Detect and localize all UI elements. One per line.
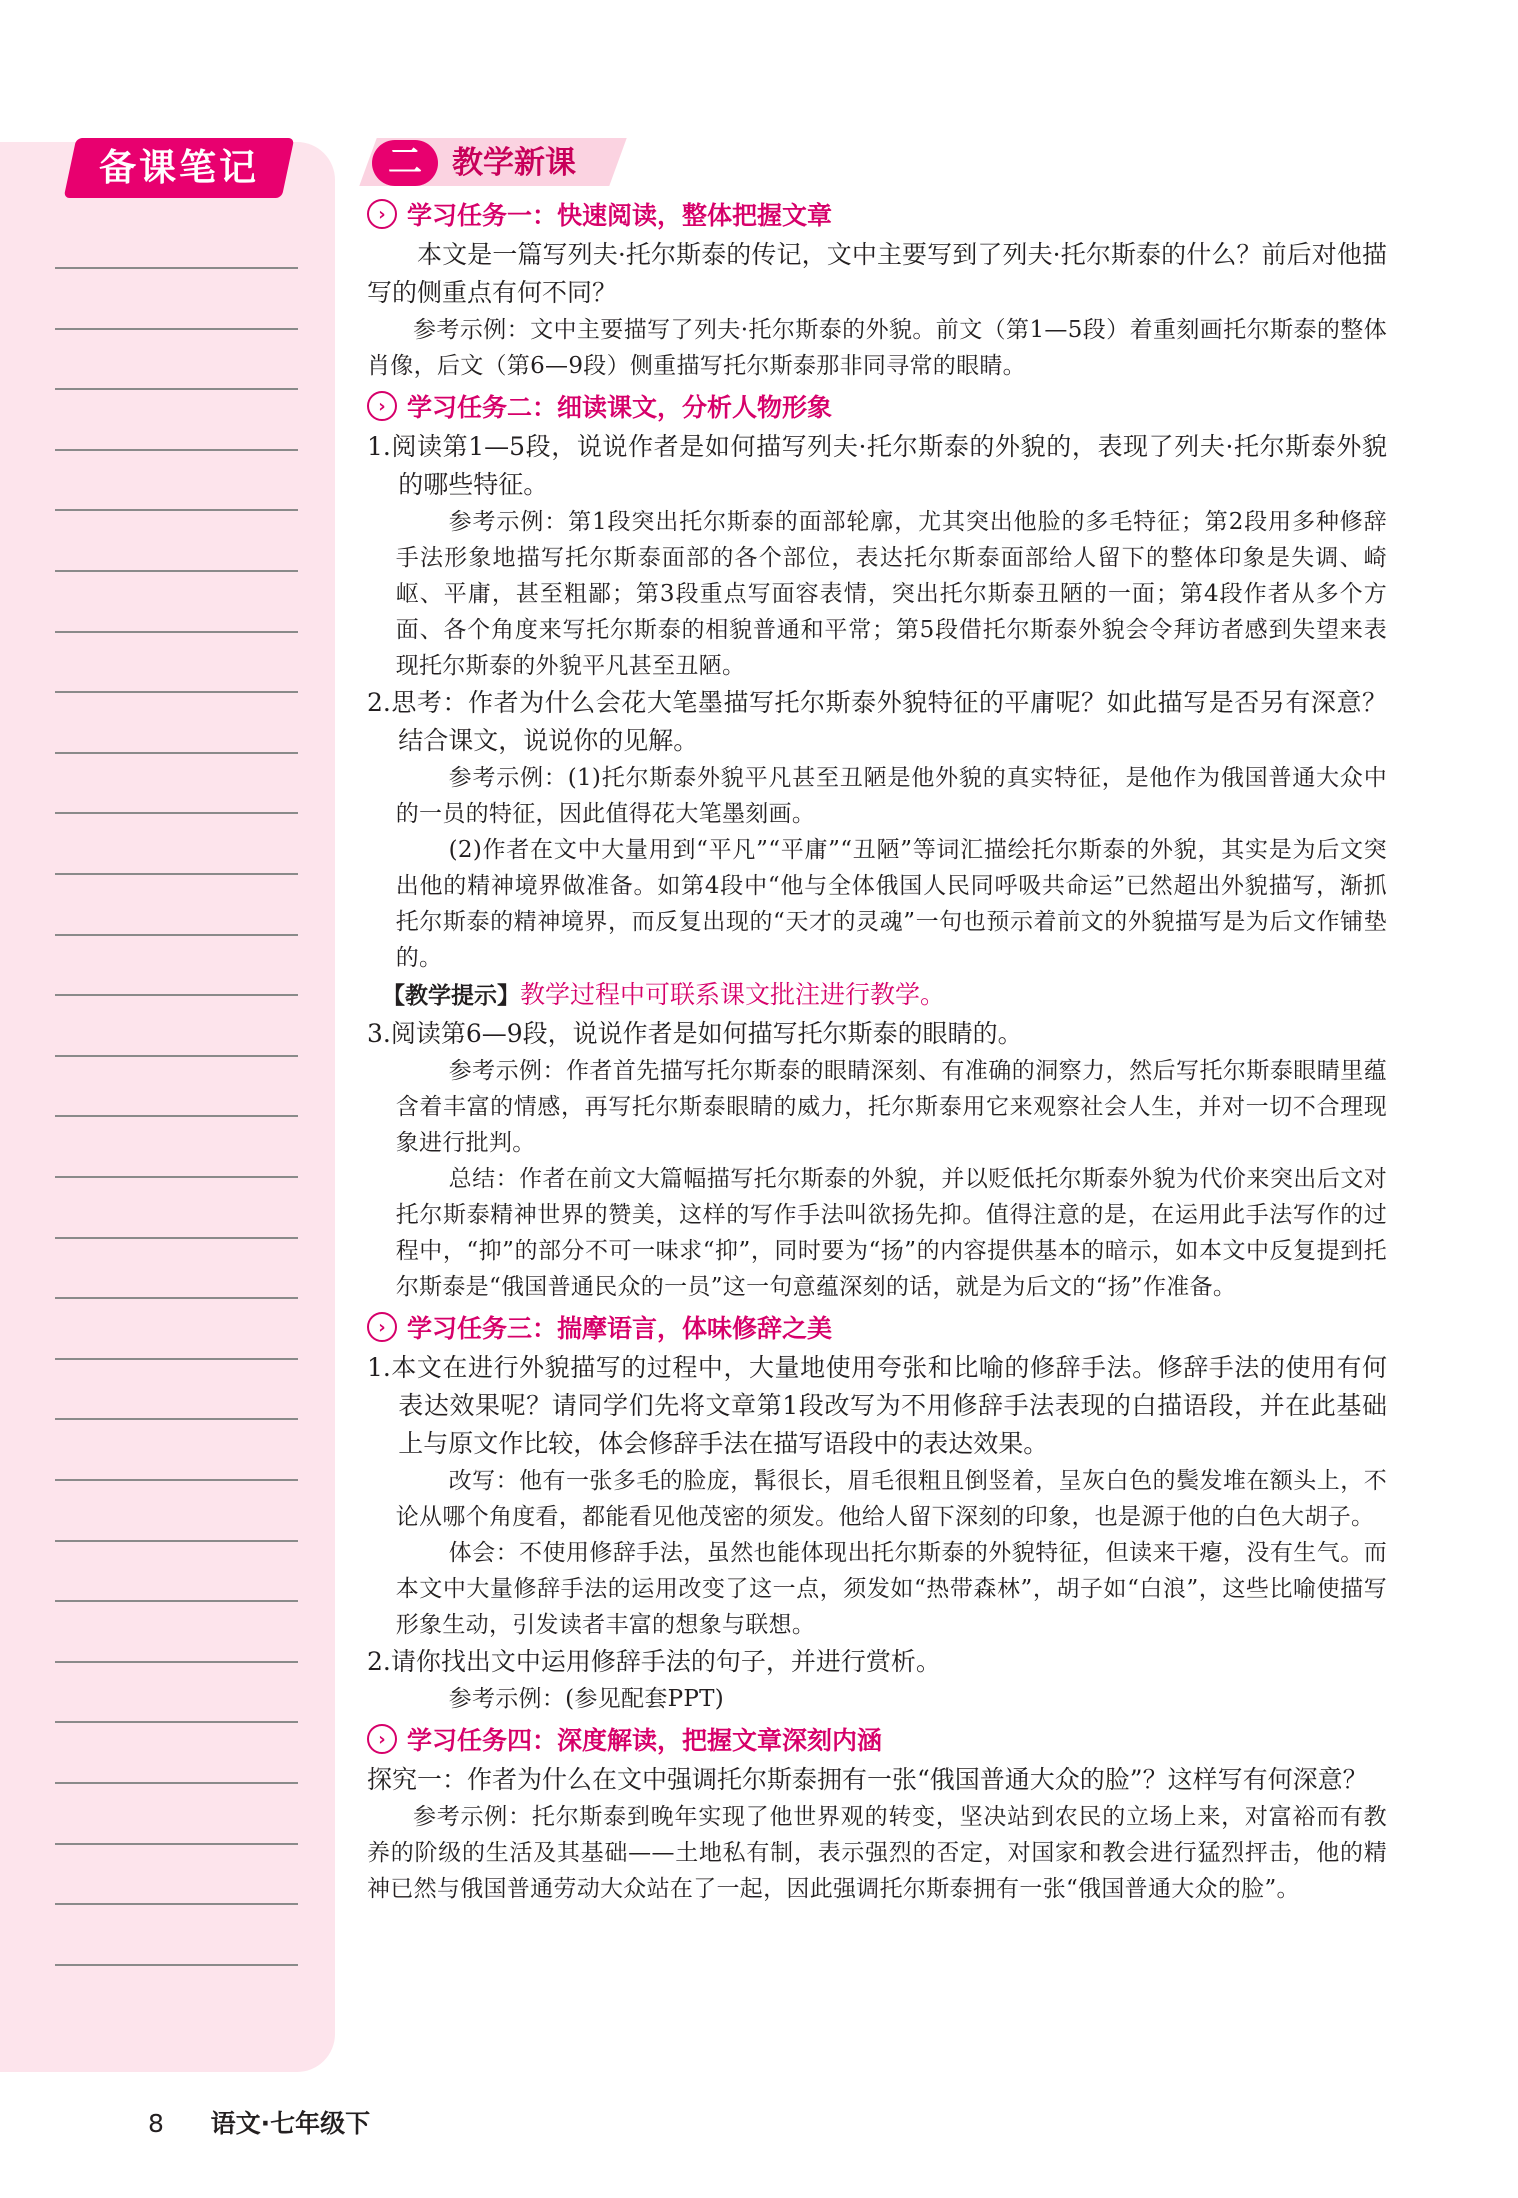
main-content <box>367 192 1387 1907</box>
note-line <box>55 1721 298 1723</box>
book-title: 语文·七年级下 <box>210 2109 371 2138</box>
task3-rewrite: 改写：他有一张多毛的脸庞，髯很长，眉毛很粗且倒竖着，呈灰白色的鬓发堆在额头上，不论从哪个角度看，都能看见他茂密的须发。他给人留下深刻的印象，也是源于他的白色大胡子。 <box>395 1468 1387 1530</box>
task3-question-2: 2.请你找出文中运用修辞手法的句子，并进行赏析。 <box>367 1647 941 1676</box>
note-line <box>55 328 298 330</box>
task1-answer: 参考示例：文中主要描写了列夫·托尔斯泰的外貌。前文（第1—5段）着重刻画托尔斯泰的整体肖像，后文（第6—9段）侧重描写托尔斯泰那非同寻常的眼睛。 <box>367 317 1387 379</box>
task-heading: › 学习任务四：深度解读，把握文章深刻内涵 <box>367 1717 1387 1761</box>
note-line <box>55 873 298 875</box>
note-line <box>55 1964 298 1966</box>
page-number: 8 <box>148 2109 164 2138</box>
task2-answer-3: 参考示例：作者首先描写托尔斯泰的眼睛深刻、有准确的洞察力，然后写托尔斯泰眼睛里蕴含着丰富的情感，再写托尔斯泰眼睛的威力，托尔斯泰用它来观察社会人生，并对一切不合理现象进行批判。 <box>395 1058 1387 1156</box>
note-line <box>55 388 298 390</box>
note-line <box>55 1540 298 1542</box>
notes-title: 备课笔记 <box>99 146 259 189</box>
task3-question-1: 1.本文在进行外貌描写的过程中，大量地使用夸张和比喻的修辞手法。修辞手法的使用有何表达效果呢？请同学们先将文章第1段改写为不用修辞手法表现的白描语段，并在此基础上与原文作比较，体会修辞手法在描写语段中的表达效果。 <box>367 1353 1387 1458</box>
note-line <box>55 1479 298 1481</box>
note-line <box>55 691 298 693</box>
task4-question-1: 探究一：作者为什么在文中强调托尔斯泰拥有一张“俄国普通大众的脸”？这样写有何深意？ <box>367 1765 1368 1794</box>
task3-feel: 体会：不使用修辞手法，虽然也能体现出托尔斯泰的外貌特征，但读来干瘪，没有生气。而本文中大量修辞手法的运用改变了这一点，须发如“热带森林”，胡子如“白浪”，这些比喻使描写形象生动，引发读者丰富的想象与联想。 <box>395 1540 1387 1638</box>
note-line <box>55 1176 298 1178</box>
note-line <box>55 934 298 936</box>
chevron-right-icon: › <box>367 1312 397 1342</box>
note-line <box>55 1903 298 1905</box>
note-line <box>55 1661 298 1663</box>
task2-answer-2a: 参考示例：(1)托尔斯泰外貌平凡甚至丑陋是他外貌的真实特征，是他作为俄国普通大众中的一员的特征，因此值得花大笔墨刻画。 <box>395 765 1387 827</box>
task2-answer-1: 参考示例：第1段突出托尔斯泰的面部轮廓，尤其突出他脸的多毛特征；第2段用多种修辞手法形象地描写托尔斯泰面部的各个部位，表达托尔斯泰面部给人留下的整体印象是失调、崎岖、平庸，甚至粗鄙；第3段重点写面容表情，突出托尔斯泰丑陋的一面；第4段作者从多个方面、各个角度来写托尔斯泰的相貌普通和平常；第5段借托尔斯泰外貌会令拜访者感到失望来表现托尔斯泰的外貌平凡甚至丑陋。 <box>395 509 1387 679</box>
note-line <box>55 1115 298 1117</box>
note-line <box>55 1237 298 1239</box>
note-line <box>55 1297 298 1299</box>
chevron-right-icon: › <box>367 1724 397 1754</box>
note-line <box>55 509 298 511</box>
teaching-tip: 【教学提示】教学过程中可联系课文批注进行教学。 <box>382 980 946 1009</box>
task2-question-1: 1.阅读第1—5段，说说作者是如何描写列夫·托尔斯泰的外貌的，表现了列夫·托尔斯泰外貌的哪些特征。 <box>367 432 1387 499</box>
note-line <box>55 1843 298 1845</box>
task1-question: 本文是一篇写列夫·托尔斯泰的传记，文中主要写到了列夫·托尔斯泰的什么？前后对他描写的侧重点有何不同？ <box>367 240 1387 307</box>
chevron-right-icon: › <box>367 391 397 421</box>
note-line <box>55 1600 298 1602</box>
note-line <box>55 812 298 814</box>
chevron-right-icon: › <box>367 199 397 229</box>
note-line <box>55 631 298 633</box>
task2-summary: 总结：作者在前文大篇幅描写托尔斯泰的外貌，并以贬低托尔斯泰外貌为代价来突出后文对托尔斯泰精神世界的赞美，这样的写作手法叫欲扬先抑。值得注意的是，在运用此手法写作的过程中，“抑”的部分不可一味求“抑”，同时要为“扬”的内容提供基本的暗示，如本文中反复提到托尔斯泰是“俄国普通民众的一员”这一句意蕴深刻的话，就是为后文的“扬”作准备。 <box>395 1166 1387 1300</box>
note-line <box>55 1055 298 1057</box>
section-number: 二 <box>372 140 438 186</box>
task-heading: › 学习任务三：揣摩语言，体味修辞之美 <box>367 1305 1387 1349</box>
task2-answer-2b: (2)作者在文中大量用到“平凡”“平庸”“丑陋”等词汇描绘托尔斯泰的外貌，其实是为后文突出他的精神境界做准备。如第4段中“他与全体俄国人民同呼吸共命运”已然超出外貌描写，渐抓托尔斯泰的精神境界，而反复出现的“天才的灵魂”一句也预示着前文的外貌描写是为后文作铺垫的。 <box>395 837 1387 971</box>
task4-answer-1: 参考示例：托尔斯泰到晚年实现了他世界观的转变，坚决站到农民的立场上来，对富裕而有教养的阶级的生活及其基础——土地私有制，表示强烈的否定，对国家和教会进行猛烈抨击，他的精神已然与俄国普通劳动大众站在了一起，因此强调托尔斯泰拥有一张“俄国普通大众的脸”。 <box>367 1804 1387 1902</box>
task2-question-3: 3.阅读第6—9段，说说作者是如何描写托尔斯泰的眼睛的。 <box>367 1019 1023 1048</box>
task3-answer-2: 参考示例：(参见配套PPT) <box>448 1686 725 1712</box>
note-line <box>55 570 298 572</box>
note-line <box>55 1358 298 1360</box>
note-line <box>55 1782 298 1784</box>
task2-question-2: 2.思考：作者为什么会花大笔墨描写托尔斯泰外貌特征的平庸呢？如此描写是否另有深意？结合课文，说说你的见解。 <box>367 688 1387 755</box>
note-line <box>55 449 298 451</box>
task-heading: › 学习任务一：快速阅读，整体把握文章 <box>367 192 1387 236</box>
note-line <box>55 1418 298 1420</box>
note-line <box>55 752 298 754</box>
page-footer <box>148 2104 370 2140</box>
section-title: 教学新课 <box>452 145 576 181</box>
note-line <box>55 994 298 996</box>
task-heading: › 学习任务二：细读课文，分析人物形象 <box>367 384 1387 428</box>
note-line <box>55 267 298 269</box>
